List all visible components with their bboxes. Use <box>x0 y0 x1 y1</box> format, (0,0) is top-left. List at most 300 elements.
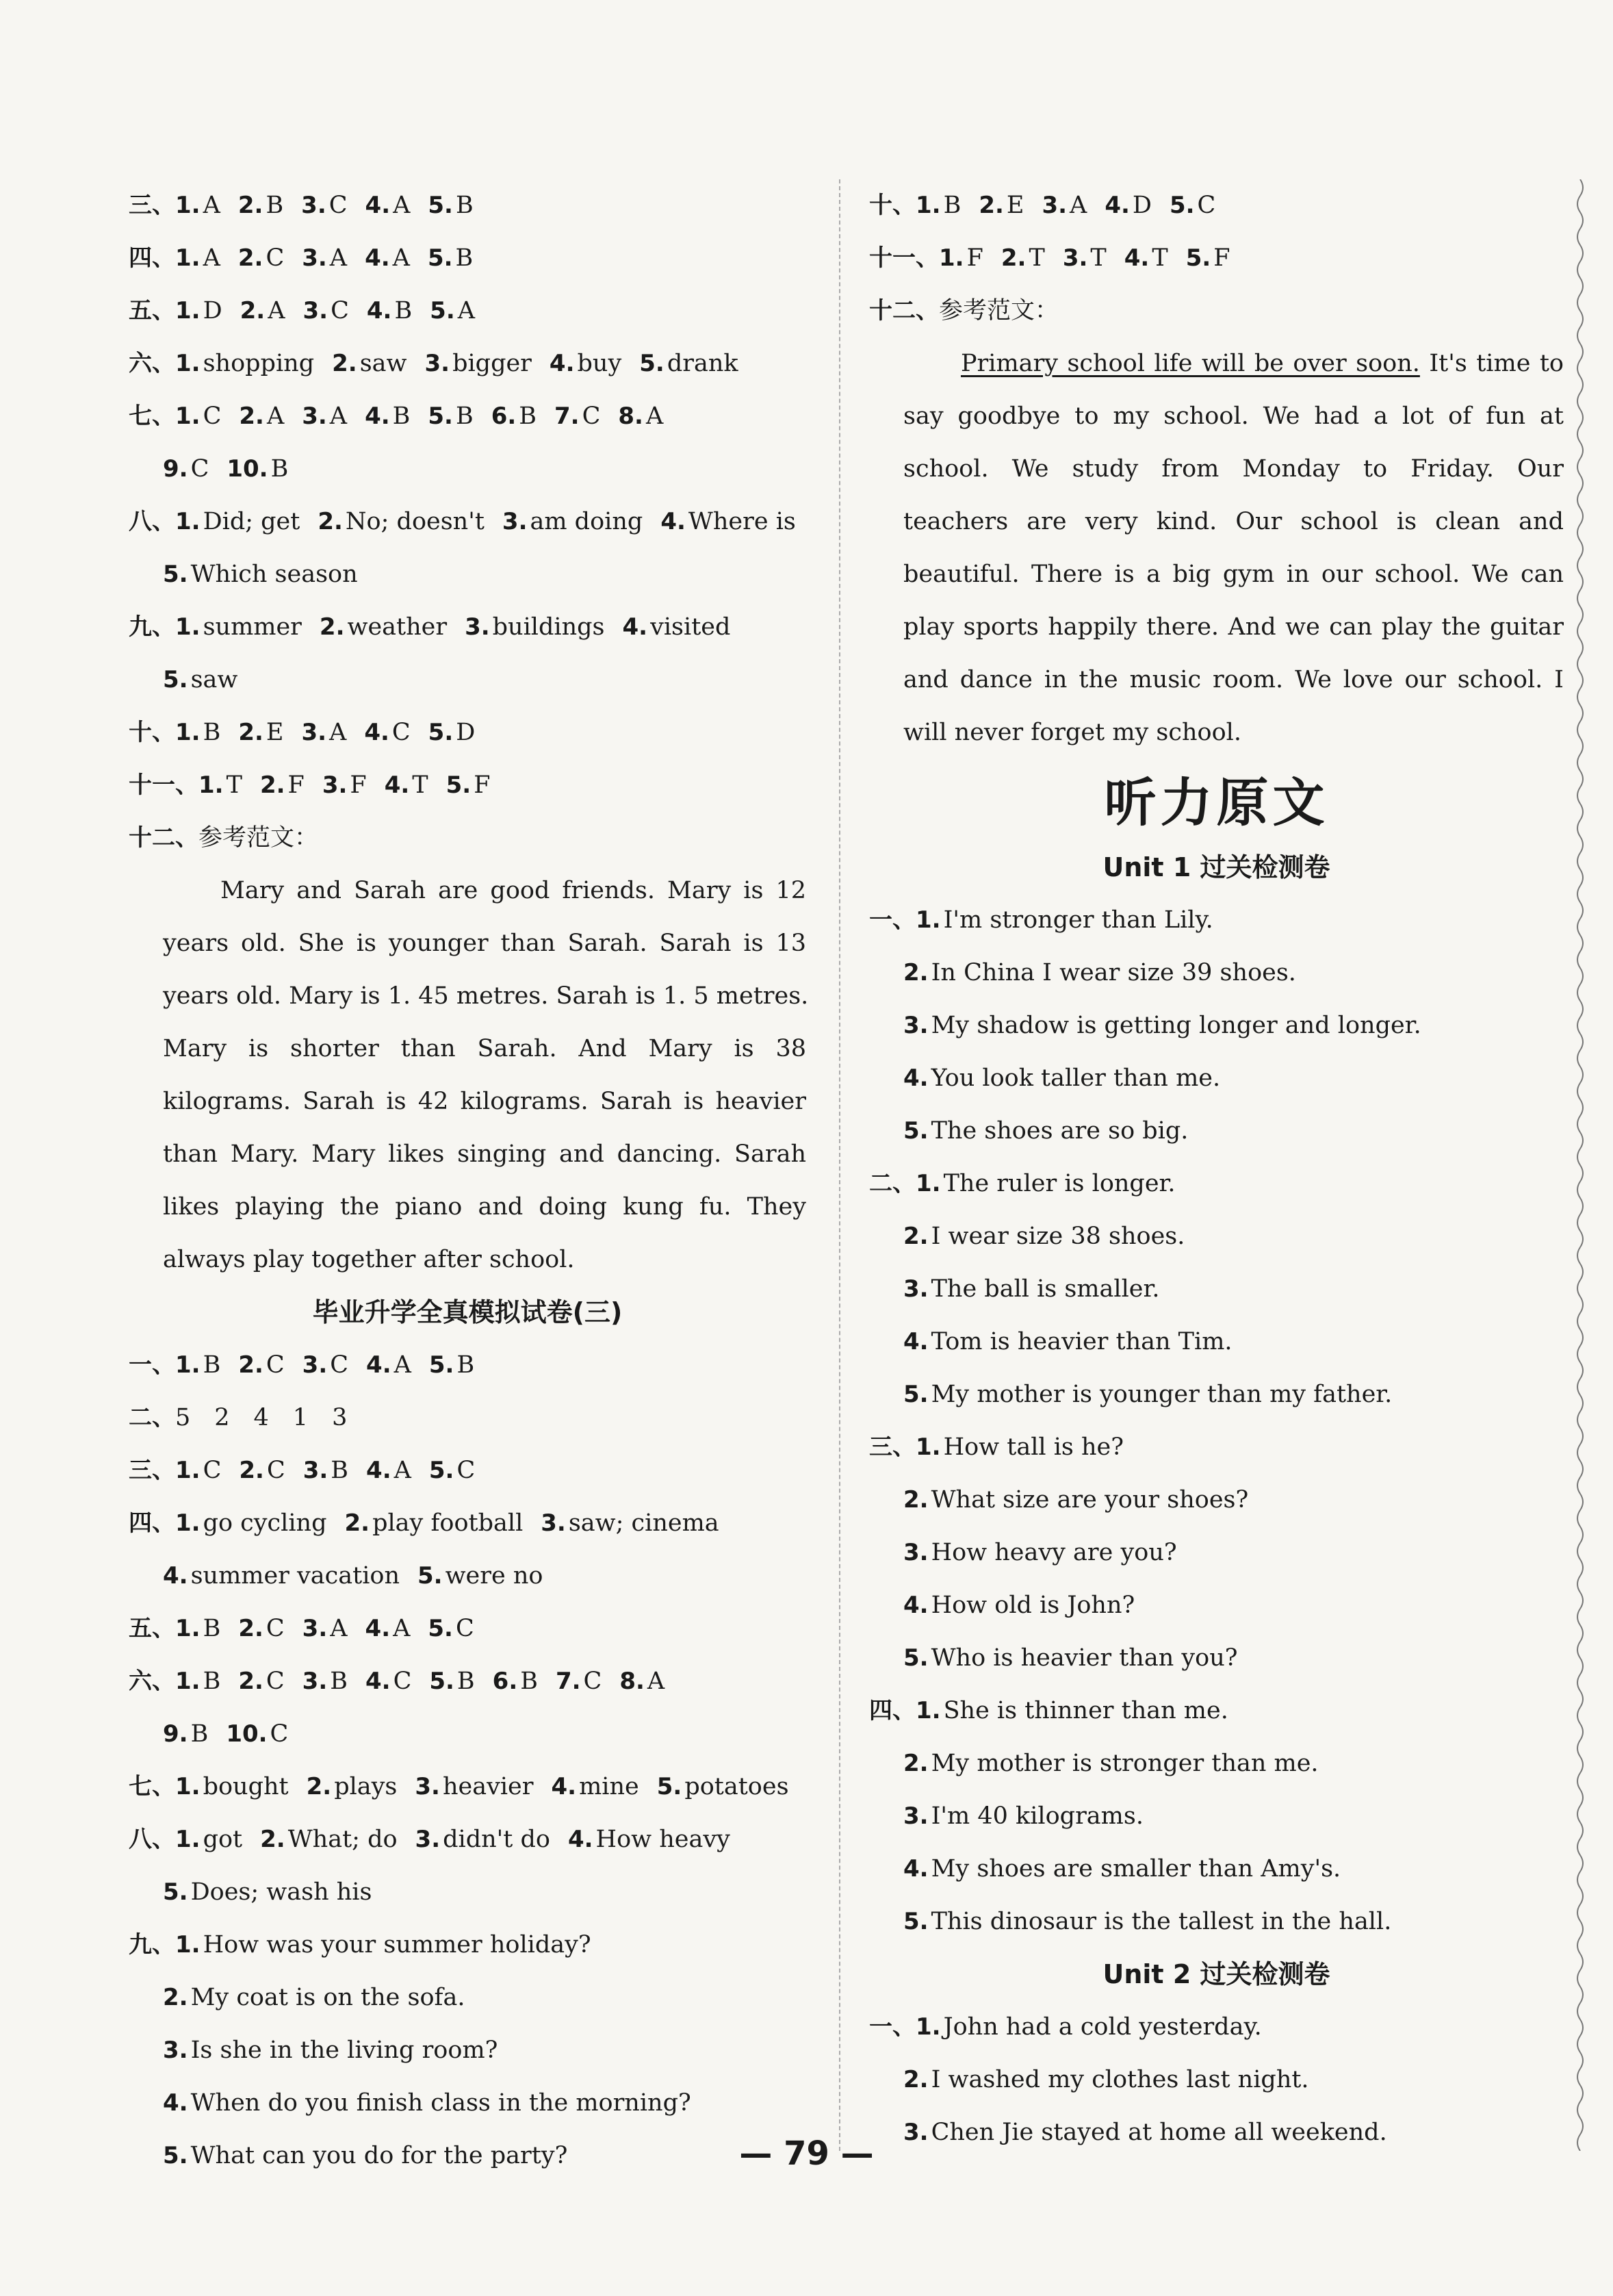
essay-line <box>869 706 1564 759</box>
item-number: 4. <box>660 508 686 535</box>
item-number: 3. <box>903 1539 929 1566</box>
answer-line <box>129 2024 806 2077</box>
item-answer: C <box>328 192 348 219</box>
item-answer: shopping <box>203 350 315 377</box>
item-answer: summer <box>203 613 302 641</box>
answer-line <box>129 654 806 706</box>
item-number: 4. <box>366 297 392 324</box>
item-number: 4. <box>567 1826 593 1853</box>
answer-line <box>869 2001 1564 2054</box>
answer-line <box>129 812 806 865</box>
answer-line <box>129 706 806 759</box>
item-number: 5. <box>903 1381 929 1408</box>
item-answer: My shoes are smaller than Amy's. <box>931 1855 1341 1883</box>
item-number: 5. <box>417 1562 443 1590</box>
item-number: 8. <box>618 403 643 430</box>
item-answer: A <box>645 403 664 430</box>
section-label: 四、 <box>869 1697 916 1724</box>
answer-line <box>129 1972 806 2024</box>
essay-line <box>869 601 1564 654</box>
item-number: 3. <box>424 350 450 377</box>
item-number: 1. <box>175 1931 201 1959</box>
item-number: 5. <box>428 192 453 219</box>
item-number: 4. <box>551 1773 577 1800</box>
answer-line <box>869 1737 1564 1790</box>
item-answer: C <box>266 1615 285 1642</box>
item-answer: C <box>1197 192 1216 219</box>
item-answer: C <box>190 455 209 483</box>
item-number: 4. <box>364 719 389 746</box>
item-answer: bought <box>203 1773 289 1800</box>
item-answer: B <box>203 719 221 746</box>
item-answer: The shoes are so big. <box>931 1117 1189 1145</box>
item-answer: drank <box>667 350 738 377</box>
item-answer: Is she in the living room? <box>190 2037 498 2064</box>
section-label: 二、 <box>129 1404 175 1431</box>
item-number: 4. <box>163 1562 188 1590</box>
item-number: 3. <box>903 1275 929 1303</box>
answer-line <box>869 232 1564 285</box>
item-answer: D <box>203 297 222 324</box>
item-number: 5. <box>1169 192 1195 219</box>
essay-line <box>129 917 806 970</box>
item-answer: A <box>268 297 285 324</box>
item-number: 2. <box>259 771 285 799</box>
item-number: 2. <box>238 1351 263 1379</box>
item-number: 1. <box>939 244 964 272</box>
essay-line <box>129 1181 806 1234</box>
essay-text: will never forget my school. <box>903 719 1241 746</box>
answer-line <box>869 2054 1564 2106</box>
answer-line <box>129 759 806 812</box>
section-label: 一、 <box>129 1351 175 1379</box>
item-number: 3. <box>302 403 327 430</box>
item-number: 5. <box>163 666 188 693</box>
item-answer: B <box>456 1351 475 1379</box>
item-number: 4. <box>366 1457 391 1484</box>
item-answer: A <box>329 719 347 746</box>
item-answer: A <box>1070 192 1087 219</box>
item-number: 4. <box>903 1328 929 1355</box>
answer-line <box>869 1158 1564 1210</box>
answer-line <box>869 1052 1564 1105</box>
item-number: 2. <box>903 959 929 986</box>
item-number: 2. <box>237 192 263 219</box>
item-answer: F <box>1213 244 1230 272</box>
section-label: 八、 <box>129 1826 175 1853</box>
item-number: 3. <box>415 1826 441 1853</box>
item-answer: B <box>203 1615 221 1642</box>
answer-line <box>869 1263 1564 1316</box>
essay-text: and dance in the music room. We love our school. I <box>903 666 1564 693</box>
item-answer: B <box>455 192 474 219</box>
answer-line <box>129 1497 806 1550</box>
essay-line <box>129 865 806 917</box>
answer-line <box>129 232 806 285</box>
item-number: 2. <box>903 2066 929 2093</box>
item-answer: mine <box>579 1773 639 1800</box>
item-number: 9. <box>163 1720 188 1748</box>
item-number: 1. <box>175 1457 201 1484</box>
item-answer: weather <box>347 613 448 641</box>
answer-line <box>129 1392 806 1444</box>
item-answer: This dinosaur is the tallest in the hall. <box>931 1908 1392 1935</box>
item-answer: A <box>203 244 220 272</box>
section-text: 5 2 4 1 3 <box>175 1404 348 1431</box>
item-number: 5. <box>446 771 472 799</box>
item-answer: In China I wear size 39 shoes. <box>931 959 1296 986</box>
answer-line <box>129 601 806 654</box>
section-label: 十、 <box>869 192 916 219</box>
item-number: 6. <box>492 1668 518 1695</box>
item-answer: go cycling <box>203 1509 327 1537</box>
item-number: 2. <box>237 244 263 272</box>
item-number: 2. <box>306 1773 332 1800</box>
section-label: 六、 <box>129 350 175 377</box>
item-number: 4. <box>903 1592 929 1619</box>
essay-text: always play together after school. <box>163 1246 575 1273</box>
answer-line <box>869 1790 1564 1843</box>
answer-line <box>129 1813 806 1866</box>
item-answer: I'm stronger than Lily. <box>943 906 1213 934</box>
answer-line <box>869 999 1564 1052</box>
item-number: 4. <box>365 1668 391 1695</box>
item-answer: What; do <box>287 1826 398 1853</box>
item-answer: C <box>391 719 411 746</box>
item-number: 4. <box>365 192 391 219</box>
item-number: 9. <box>163 455 188 483</box>
item-number: 3. <box>502 508 528 535</box>
item-number: 3. <box>301 192 326 219</box>
answer-line <box>869 894 1564 947</box>
item-number: 1. <box>175 613 201 641</box>
item-number: 1. <box>916 1433 941 1461</box>
section-title: Unit 1 过关检测卷 <box>1102 852 1330 882</box>
item-answer: No; doesn't <box>345 508 485 535</box>
item-answer: saw <box>190 666 238 693</box>
answer-line <box>129 1655 806 1708</box>
section-label: 四、 <box>129 244 175 272</box>
item-number: 5. <box>656 1773 682 1800</box>
section-title: 毕业升学全真模拟试卷(三) <box>312 1297 623 1327</box>
item-answer: She is thinner than me. <box>943 1697 1228 1724</box>
essay-text: beautiful. There is a big gym in our school. We can <box>903 561 1564 588</box>
item-answer: B <box>520 1668 538 1695</box>
item-number: 4. <box>1105 192 1130 219</box>
right-column <box>869 179 1564 2159</box>
answer-line <box>129 2077 806 2130</box>
answer-line <box>869 285 1564 337</box>
item-number: 1. <box>916 906 941 934</box>
answer-line <box>129 1866 806 1919</box>
item-number: 5. <box>429 1668 454 1695</box>
section-title: Unit 2 过关检测卷 <box>1102 1959 1330 1989</box>
wavy-edge-decoration <box>1575 179 1586 2151</box>
answer-line <box>869 179 1564 232</box>
page-number: — 79 — <box>739 2134 874 2173</box>
item-number: 3. <box>1042 192 1068 219</box>
item-answer: My shadow is getting longer and longer. <box>931 1012 1421 1039</box>
item-number: 5. <box>428 403 453 430</box>
item-answer: A <box>393 1457 411 1484</box>
item-number: 2. <box>903 1750 929 1777</box>
essay-line <box>869 443 1564 496</box>
item-answer: B <box>203 1351 221 1379</box>
item-answer: How old is John? <box>931 1592 1135 1619</box>
item-number: 2. <box>332 350 357 377</box>
item-number: 2. <box>239 403 264 430</box>
item-number: 5. <box>427 244 453 272</box>
item-number: 2. <box>319 613 345 641</box>
section-label: 一、 <box>869 906 916 934</box>
item-answer: C <box>270 1720 289 1748</box>
item-number: 5. <box>428 1615 453 1642</box>
section-label: 十、 <box>129 719 175 746</box>
answer-line <box>129 548 806 601</box>
item-answer: Did; get <box>203 508 300 535</box>
item-number: 2. <box>239 1457 264 1484</box>
answer-line <box>129 496 806 548</box>
essay-line <box>869 548 1564 601</box>
section-text: 参考范文： <box>198 824 319 852</box>
item-answer: A <box>203 192 220 219</box>
essay-text: Mary and Sarah are good friends. Mary is 12 <box>220 877 806 904</box>
item-answer: E <box>1006 192 1024 219</box>
item-answer: B <box>456 1668 475 1695</box>
essay-text: play sports happily there. And we can play the guitar <box>903 613 1564 641</box>
item-number: 3. <box>302 244 327 272</box>
item-number: 4. <box>366 1351 391 1379</box>
answer-line <box>129 443 806 496</box>
section-label: 二、 <box>869 1170 916 1197</box>
answer-line <box>869 1685 1564 1737</box>
answer-line <box>869 1474 1564 1527</box>
essay-text: kilograms. Sarah is 42 kilograms. Sarah is heavier <box>163 1088 806 1115</box>
answer-line <box>869 1316 1564 1368</box>
item-answer: T <box>1090 244 1107 272</box>
item-number: 5. <box>903 1908 929 1935</box>
item-answer: My coat is on the sofa. <box>190 1984 465 2011</box>
section-label: 一、 <box>869 2013 916 2041</box>
essay-text: school. We study from Monday to Friday. Our <box>903 455 1564 483</box>
item-answer: B <box>392 403 411 430</box>
essay-text: likes playing the piano and doing kung fu. They <box>163 1193 806 1221</box>
essay-text: say goodbye to my school. We had a lot of fun at <box>903 403 1564 430</box>
item-number: 3. <box>302 297 328 324</box>
section-label: 七、 <box>129 1773 175 1800</box>
answer-line <box>129 1603 806 1655</box>
answer-line <box>129 1550 806 1603</box>
item-number: 2. <box>318 508 343 535</box>
section-label: 五、 <box>129 1615 175 1642</box>
item-answer: The ball is smaller. <box>931 1275 1160 1303</box>
item-answer: The ruler is longer. <box>943 1170 1176 1197</box>
item-answer: C <box>456 1457 476 1484</box>
item-answer: B <box>455 403 474 430</box>
item-answer: How heavy are you? <box>931 1539 1177 1566</box>
item-number: 1. <box>175 403 201 430</box>
item-number: 1. <box>175 719 201 746</box>
item-number: 4. <box>903 1064 929 1092</box>
item-answer: saw <box>359 350 407 377</box>
item-number: 1. <box>175 1826 201 1853</box>
item-answer: potatoes <box>684 1773 789 1800</box>
item-number: 8. <box>619 1668 645 1695</box>
essay-text: It's time to <box>1419 350 1564 377</box>
column-divider <box>839 179 840 2151</box>
answer-line <box>869 1896 1564 1948</box>
section-label: 十一、 <box>129 771 198 799</box>
item-number: 4. <box>549 350 575 377</box>
item-number: 4. <box>384 771 410 799</box>
item-answer: Chen Jie stayed at home all weekend. <box>931 2119 1387 2146</box>
item-number: 1. <box>175 192 201 219</box>
item-answer: I'm 40 kilograms. <box>931 1802 1144 1830</box>
item-number: 5. <box>163 2142 188 2169</box>
item-answer: C <box>582 403 601 430</box>
item-answer: F <box>474 771 491 799</box>
item-answer: heavier <box>442 1773 534 1800</box>
answer-line <box>129 1708 806 1761</box>
item-answer: bigger <box>452 350 532 377</box>
item-number: 3. <box>903 2119 929 2146</box>
essay-underlined: Primary school life will be over soon. <box>961 350 1420 377</box>
answer-line <box>869 1579 1564 1632</box>
item-answer: A <box>266 403 285 430</box>
item-number: 3. <box>302 1457 328 1484</box>
item-answer: C <box>203 403 222 430</box>
section-label: 八、 <box>129 508 175 535</box>
essay-line <box>869 337 1564 390</box>
item-number: 5. <box>639 350 664 377</box>
item-number: 2. <box>238 719 263 746</box>
essay-text: than Mary. Mary likes singing and dancing. Sarah <box>163 1140 806 1168</box>
item-answer: didn't do <box>443 1826 550 1853</box>
item-number: 3. <box>465 613 490 641</box>
item-answer: How heavy <box>595 1826 730 1853</box>
item-number: 1. <box>175 1509 201 1537</box>
item-answer: A <box>329 403 348 430</box>
item-number: 1. <box>175 350 201 377</box>
item-answer: buildings <box>492 613 605 641</box>
answer-line <box>129 337 806 390</box>
item-number: 5. <box>163 1878 188 1906</box>
answer-line <box>129 1444 806 1497</box>
answer-line <box>869 1527 1564 1579</box>
item-answer: A <box>330 1615 348 1642</box>
item-answer: B <box>203 1668 221 1695</box>
item-number: 4. <box>365 403 390 430</box>
item-number: 5. <box>428 1457 454 1484</box>
item-number: 3. <box>302 1351 328 1379</box>
item-answer: When do you finish class in the morning? <box>190 2089 691 2117</box>
answer-line <box>129 390 806 443</box>
answer-line <box>129 1761 806 1813</box>
section-label: 九、 <box>129 613 175 641</box>
item-number: 5. <box>1185 244 1211 272</box>
item-answer: C <box>266 244 285 272</box>
item-answer: C <box>583 1668 602 1695</box>
item-number: 1. <box>175 1668 201 1695</box>
item-answer: B <box>519 403 537 430</box>
essay-line <box>869 654 1564 706</box>
section-label: 七、 <box>129 403 175 430</box>
item-number: 10. <box>227 455 268 483</box>
section-label: 十二、 <box>869 297 939 324</box>
item-answer: C <box>266 1457 285 1484</box>
item-number: 1. <box>175 1615 201 1642</box>
essay-line <box>869 390 1564 443</box>
item-answer: T <box>226 771 242 799</box>
item-answer: E <box>266 719 284 746</box>
item-answer: A <box>329 244 348 272</box>
item-answer: T <box>1029 244 1045 272</box>
item-number: 3. <box>415 1773 440 1800</box>
item-answer: C <box>455 1615 474 1642</box>
item-number: 3. <box>302 1615 328 1642</box>
item-answer: A <box>393 192 411 219</box>
section-label: 三、 <box>869 1433 916 1461</box>
item-answer: D <box>456 719 476 746</box>
item-answer: B <box>394 297 413 324</box>
section-label: 五、 <box>129 297 175 324</box>
item-number: 5. <box>163 561 188 588</box>
item-answer: F <box>287 771 305 799</box>
item-answer: C <box>203 1457 222 1484</box>
item-number: 1. <box>916 1697 941 1724</box>
answer-line <box>129 285 806 337</box>
item-answer: C <box>393 1668 412 1695</box>
item-number: 2. <box>238 1668 263 1695</box>
answer-line <box>869 1421 1564 1474</box>
item-number: 10. <box>226 1720 268 1748</box>
item-answer: A <box>393 1615 411 1642</box>
section-label: 三、 <box>129 1457 175 1484</box>
answer-line <box>869 1368 1564 1421</box>
section-label: 三、 <box>129 192 175 219</box>
item-answer: What can you do for the party? <box>190 2142 568 2169</box>
item-answer: B <box>943 192 962 219</box>
item-answer: saw; cinema <box>568 1509 719 1537</box>
item-number: 1. <box>916 1170 941 1197</box>
item-number: 4. <box>1124 244 1150 272</box>
item-number: 4. <box>365 244 390 272</box>
item-number: 2. <box>344 1509 370 1537</box>
section-text: 参考范文： <box>939 297 1059 324</box>
item-number: 1. <box>916 2013 941 2041</box>
item-number: 5. <box>903 1117 929 1145</box>
answer-line <box>129 179 806 232</box>
item-number: 3. <box>903 1802 929 1830</box>
item-answer: My mother is younger than my father. <box>931 1381 1393 1408</box>
item-answer: B <box>331 1457 349 1484</box>
essay-line <box>129 1023 806 1075</box>
item-number: 3. <box>163 2037 188 2064</box>
item-number: 1. <box>175 1351 201 1379</box>
essay-text: teachers are very kind. Our school is clean and <box>903 508 1564 535</box>
item-number: 3. <box>1062 244 1088 272</box>
item-answer: Which season <box>190 561 358 588</box>
answer-line <box>869 947 1564 999</box>
item-number: 2. <box>1001 244 1027 272</box>
item-answer: C <box>266 1351 285 1379</box>
item-number: 3. <box>302 1668 328 1695</box>
item-number: 3. <box>301 719 327 746</box>
item-answer: am doing <box>530 508 643 535</box>
item-answer: Does; wash his <box>190 1878 372 1906</box>
item-answer: F <box>350 771 367 799</box>
section-label: 十一、 <box>869 244 939 272</box>
